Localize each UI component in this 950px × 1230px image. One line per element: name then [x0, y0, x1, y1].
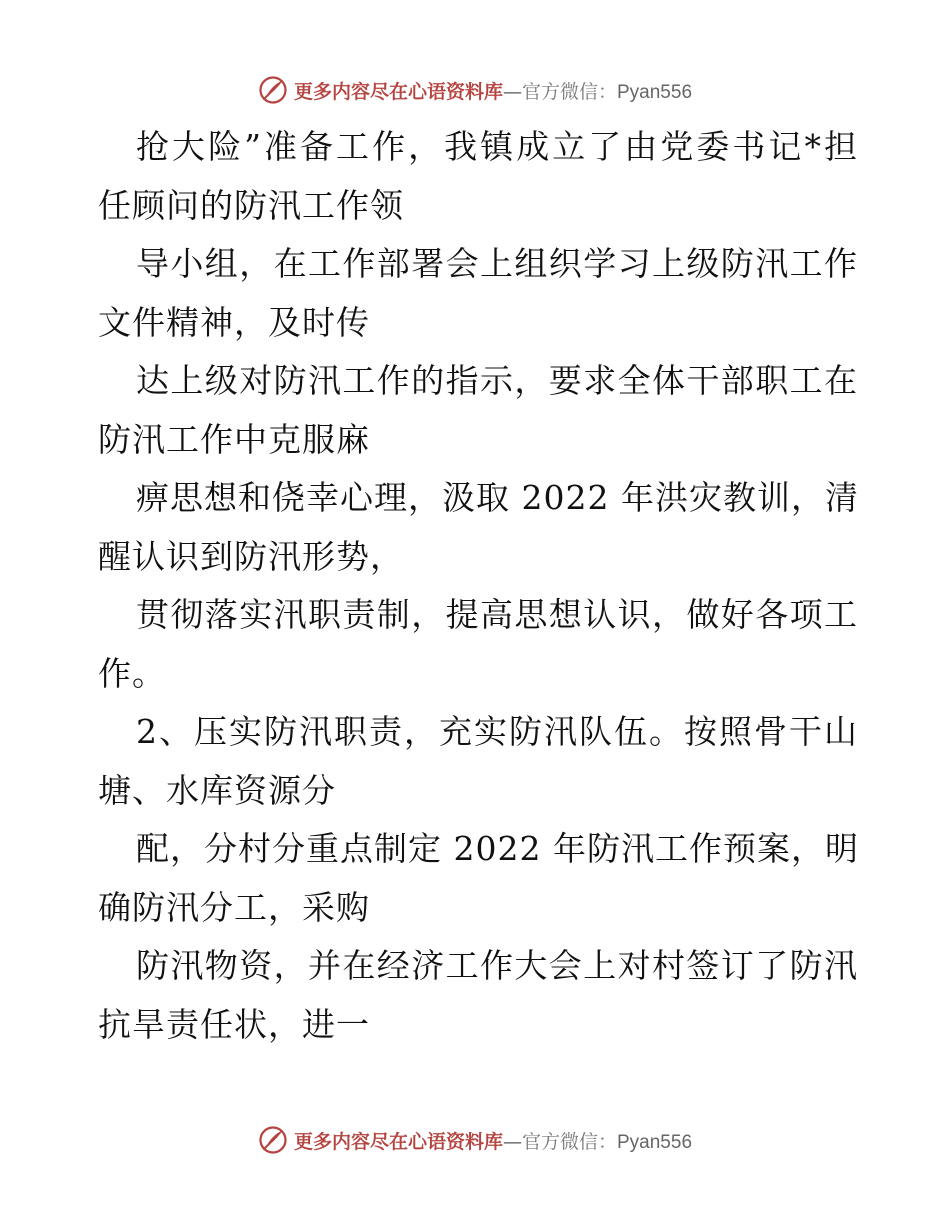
text-line: 痹思想和侥幸心理，汲取 2022 年洪灾教训，清 [136, 478, 859, 517]
header-text [294, 77, 692, 104]
text-line: 达上级对防汛工作的指示，要求全体干部职工在 [136, 361, 858, 400]
header-wechat-id: Pyan556 [617, 81, 693, 103]
quill-logo-icon [258, 1125, 288, 1155]
footer-site-name: 更多内容尽在心语资料库 [293, 1130, 503, 1153]
quill-logo-icon [258, 75, 288, 105]
document-body [98, 118, 858, 1054]
text-line: 防汛工作中克服麻 [98, 419, 370, 459]
footer-official-label: 官方微信： [521, 1130, 617, 1153]
footer-text [294, 1127, 692, 1154]
text-line: 作。 [98, 653, 166, 693]
text-line: 确防汛分工，采购 [98, 887, 370, 927]
footer-wechat-id: Pyan556 [617, 1131, 693, 1153]
text-line: 配，分村分重点制定 2022 年防汛工作预案，明 [136, 829, 859, 868]
text-line: 导小组，在工作部署会上组织学习上级防汛工作 [136, 244, 858, 283]
text-line: 贯彻落实汛职责制，提高思想认识，做好各项工 [136, 595, 858, 634]
text-line: 抗旱责任状，进一 [98, 1004, 370, 1044]
text-line: 任顾问的防汛工作领 [98, 185, 404, 225]
header-site-name: 更多内容尽在心语资料库 [293, 80, 503, 103]
footer-banner [0, 1120, 950, 1160]
text-line: 防汛物资，并在经济工作大会上对村签订了防汛 [136, 946, 858, 985]
text-line: 抢大险”准备工作，我镇成立了由党委书记*担 [136, 127, 858, 166]
footer-separator: — [502, 1130, 522, 1153]
header-banner [0, 70, 950, 110]
text-line: 文件精神，及时传 [98, 302, 370, 342]
header-separator: — [502, 80, 522, 103]
text-line: 醒认识到防汛形势， [98, 536, 404, 576]
header-official-label: 官方微信： [521, 80, 617, 103]
text-line: 2、压实防汛职责，充实防汛队伍。按照骨干山 [136, 712, 858, 751]
text-line: 塘、水库资源分 [98, 770, 336, 810]
